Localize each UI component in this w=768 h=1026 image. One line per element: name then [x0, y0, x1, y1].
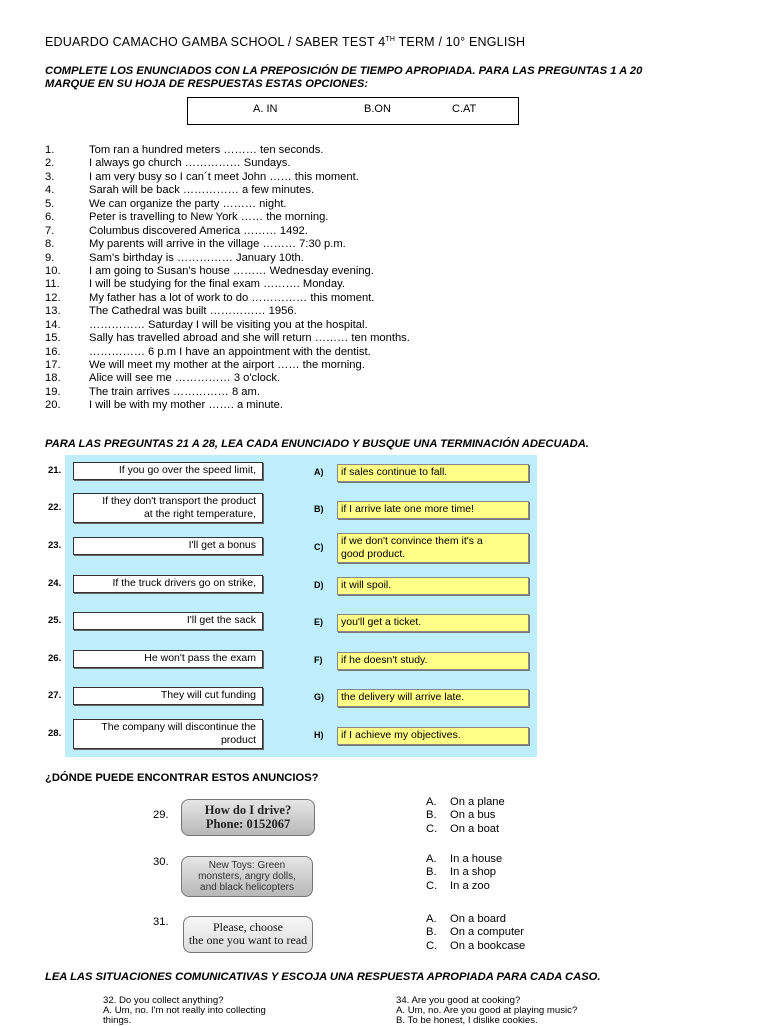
question-text: …………… 6 p.m I have an appointment with the dentist. — [89, 345, 371, 358]
question-row — [45, 372, 410, 385]
ending-line: if we don't convince them it's a — [341, 535, 483, 547]
question-32-option-a: A. Um, no. I'm not really into collecting — [103, 1005, 266, 1016]
ending-box — [337, 533, 529, 563]
question-row — [45, 171, 410, 184]
question-text: My father has a lot of work to do …………… this moment. — [89, 291, 375, 304]
option-c: C.AT — [452, 103, 477, 115]
ending-line: you'll get a ticket. — [341, 616, 422, 628]
answer-option — [426, 926, 525, 939]
option-a: A. IN — [253, 103, 278, 115]
ending-letter: D) — [314, 580, 324, 590]
question-number: 11. — [45, 278, 60, 291]
question-number: 16. — [45, 345, 61, 358]
item-number: 28. — [48, 728, 62, 739]
sign-text: How do I drive? — [204, 803, 292, 817]
answer-letter: B. — [426, 809, 437, 822]
question-text: Peter is travelling to New York …… the morning. — [89, 211, 329, 224]
ending-line: good product. — [341, 548, 406, 560]
question-number: 2. — [45, 157, 55, 170]
answer-options — [426, 853, 502, 893]
answer-letter: C. — [426, 822, 438, 835]
section4-instructions: LEA LAS SITUACIONES COMUNICATIVAS Y ESCOJA UNA RESPUESTA APROPIADA PARA CADA CASO. — [45, 971, 601, 983]
question-row — [45, 399, 410, 412]
answer-option — [426, 809, 505, 822]
question-number: 9. — [45, 251, 55, 264]
section2-instructions: PARA LAS PREGUNTAS 21 A 28, LEA CADA ENUNCIADO Y BUSQUE UNA TERMINACIÓN ADECUADA. — [45, 438, 589, 450]
question-row — [45, 278, 410, 291]
item-number: 25. — [48, 615, 62, 626]
statement-line: If you go over the speed limit, — [118, 464, 256, 476]
answer-letter: B. — [426, 926, 437, 939]
answer-text: On a plane — [450, 796, 505, 808]
question-text: The Cathedral was built …………… 1956. — [89, 305, 297, 318]
answer-option — [426, 823, 505, 836]
statement-line: They will cut funding — [160, 689, 256, 701]
answer-text: On a boat — [450, 822, 500, 835]
answer-option — [426, 796, 505, 809]
question-text: My parents will arrive in the village ……… 7:30 p.m. — [89, 238, 346, 251]
sign-text: Please, choose — [213, 920, 283, 934]
question-row — [45, 305, 410, 318]
question-text: We will meet my mother at the airport …… the morning. — [89, 359, 365, 371]
sign-number: 30. — [153, 856, 169, 868]
answer-text: On a computer — [450, 926, 524, 939]
section3-instructions: ¿DÓNDE PUEDE ENCONTRAR ESTOS ANUNCIOS? — [45, 772, 319, 784]
statement-box — [73, 493, 263, 523]
statement-box — [73, 650, 263, 668]
question-number: 10. — [45, 264, 61, 277]
ending-box — [337, 464, 529, 482]
question-row — [45, 238, 410, 251]
statement-line: If they don't transport the product — [102, 495, 256, 507]
question-list — [45, 144, 410, 413]
ending-letter: C) — [314, 542, 324, 552]
statement-line: The company will discontinue the — [101, 721, 256, 733]
section1-instructions — [45, 65, 642, 91]
ending-line: if sales continue to fall. — [341, 466, 448, 478]
ending-box — [337, 577, 529, 595]
statement-line: If the truck drivers go on strike, — [112, 577, 256, 589]
answer-options — [426, 796, 505, 836]
sign-text: monsters, angry dolls, — [198, 871, 296, 882]
question-number: 3. — [45, 170, 55, 183]
notice-sign — [181, 856, 313, 897]
question-text: Alice will see me …………… 3 o'clock. — [89, 372, 281, 385]
answer-text: On a bookcase — [450, 939, 526, 952]
sign-text: and black helicopters — [200, 882, 294, 893]
question-row — [45, 198, 410, 211]
header-title-sup: TH — [385, 35, 396, 43]
matching-exercise — [48, 455, 537, 757]
question-row — [45, 184, 410, 197]
question-text: …………… Saturday I will be visiting you at the hospital. — [89, 318, 368, 331]
statement-box — [73, 537, 263, 555]
question-34-option-b: B. To be honest, I dislike cookies. — [396, 1015, 538, 1026]
question-number: 19. — [45, 385, 61, 398]
question-34 — [396, 996, 577, 1026]
question-number: 13. — [45, 305, 61, 318]
question-number: 17. — [45, 359, 61, 371]
question-row — [45, 386, 410, 399]
ending-letter: A) — [314, 467, 324, 477]
question-number: 20. — [45, 399, 61, 412]
question-number: 12. — [45, 291, 61, 304]
question-row — [45, 332, 410, 345]
ending-line: if he doesn't study. — [341, 654, 428, 666]
ending-line: if I arrive late one more time! — [341, 503, 475, 515]
ending-box — [337, 614, 529, 632]
answer-option — [426, 940, 525, 953]
question-number: 8. — [45, 238, 55, 251]
statement-line: I'll get the sack — [186, 614, 256, 626]
question-text: I will be studying for the final exam ………. Monday. — [89, 278, 345, 291]
section1-instr-line1: COMPLETE LOS ENUNCIADOS CON LA PREPOSICIÓN DE TIEMPO APROPIADA. PARA LAS PREGUNTAS 1 A 20 — [45, 65, 643, 77]
statement-box — [73, 462, 263, 480]
notice-sign — [183, 916, 313, 953]
ending-box — [337, 689, 529, 707]
question-text: I will be with my mother ……. a minute. — [89, 399, 283, 412]
question-text: I always go church …………… Sundays. — [89, 157, 291, 170]
question-text: The train arrives …………… 8 am. — [89, 385, 260, 398]
question-text: Sam's birthday is …………… January 10th. — [89, 251, 304, 264]
item-number: 24. — [48, 578, 62, 589]
sign-number: 29. — [153, 809, 169, 821]
question-text: Columbus discovered America ……… 1492. — [89, 224, 308, 237]
answer-letter: C. — [426, 879, 438, 892]
item-number: 27. — [48, 690, 62, 701]
question-number: 6. — [45, 211, 55, 224]
statement-line: at the right temperature, — [143, 508, 256, 520]
question-text: Sarah will be back …………… a few minutes. — [89, 184, 315, 197]
question-row — [45, 225, 410, 238]
question-32 — [103, 996, 266, 1026]
question-text: I am very busy so I can´t meet John …… this moment. — [89, 170, 359, 183]
ending-box — [337, 652, 529, 670]
question-row — [45, 265, 410, 278]
ending-line: the delivery will arrive late. — [341, 691, 465, 703]
answer-text: In a zoo — [450, 879, 490, 892]
answer-options — [426, 913, 525, 953]
ending-line: if I achieve my objectives. — [341, 729, 461, 741]
ending-letter: G) — [314, 692, 324, 702]
option-b: B.ON — [364, 103, 391, 115]
question-34-option-a: A. Um, no. Are you good at playing music? — [396, 1005, 578, 1016]
question-34-text: 34. Are you good at cooking? — [396, 995, 521, 1006]
ending-line: it will spoil. — [341, 579, 392, 591]
header-title: EDUARDO CAMACHO GAMBA SCHOOL / SABER TEST 4 — [45, 35, 386, 49]
question-row — [45, 359, 410, 372]
ending-box — [337, 501, 529, 519]
notice-sign — [181, 799, 315, 836]
question-row — [45, 252, 410, 265]
statement-box — [73, 687, 263, 705]
question-number: 14. — [45, 318, 61, 331]
statement-box — [73, 612, 263, 630]
question-row — [45, 157, 410, 170]
question-text: We can organize the party ……… night. — [89, 197, 287, 210]
answer-text: In a shop — [450, 866, 497, 879]
sign-number: 31. — [153, 916, 169, 928]
question-row — [45, 144, 410, 157]
answer-letter: A. — [426, 913, 437, 925]
item-number: 22. — [48, 502, 62, 513]
answer-option — [426, 866, 502, 879]
answer-option — [426, 913, 525, 926]
item-number: 26. — [48, 653, 62, 664]
question-number: 15. — [45, 332, 61, 345]
page-header — [45, 35, 525, 49]
sign-text: the one you want to read — [188, 933, 308, 947]
statement-box — [73, 719, 263, 749]
ending-letter: H) — [314, 730, 324, 740]
answer-option — [426, 880, 502, 893]
ending-letter: F) — [314, 655, 323, 665]
answer-text: On a bus — [450, 809, 496, 822]
question-text: Sally has travelled abroad and she will return ……… ten months. — [89, 332, 410, 345]
question-row — [45, 319, 410, 332]
ending-box — [337, 727, 529, 745]
answer-letter: A. — [426, 796, 437, 808]
header-title-tail: TERM / 10° ENGLISH — [395, 35, 526, 49]
question-text: I am going to Susan's house ……… Wednesday evening. — [89, 264, 374, 277]
question-text: Tom ran a hundred meters ……… ten seconds. — [89, 144, 324, 156]
answer-letter: A. — [426, 853, 437, 865]
ending-letter: B) — [314, 504, 324, 514]
answer-text: On a board — [450, 913, 506, 925]
sign-text: Phone: 0152067 — [205, 816, 291, 831]
answer-text: In a house — [450, 853, 503, 865]
question-number: 18. — [45, 372, 61, 385]
answer-option — [426, 853, 502, 866]
sign-text: New Toys: Green — [208, 860, 286, 871]
statement-line: product — [220, 734, 256, 746]
question-number: 4. — [45, 184, 55, 197]
statement-box — [73, 575, 263, 593]
question-number: 5. — [45, 197, 55, 210]
ending-letter: E) — [314, 617, 323, 627]
question-number: 1. — [45, 144, 55, 156]
question-row — [45, 292, 410, 305]
question-32-option-a-cont: things. — [103, 1015, 132, 1026]
item-number: 23. — [48, 540, 62, 551]
section1-instr-line2: MARQUE EN SU HOJA DE RESPUESTAS ESTAS OPCIONES: — [45, 78, 369, 90]
question-row — [45, 211, 410, 224]
item-number: 21. — [48, 465, 62, 476]
question-32-text: 32. Do you collect anything? — [103, 995, 224, 1006]
question-row — [45, 346, 410, 359]
statement-line: I'll get a bonus — [188, 539, 256, 551]
question-number: 7. — [45, 224, 55, 237]
answer-letter: C. — [426, 939, 438, 952]
statement-line: He won't pass the exam — [144, 652, 256, 664]
options-box — [187, 97, 519, 125]
answer-letter: B. — [426, 866, 437, 879]
